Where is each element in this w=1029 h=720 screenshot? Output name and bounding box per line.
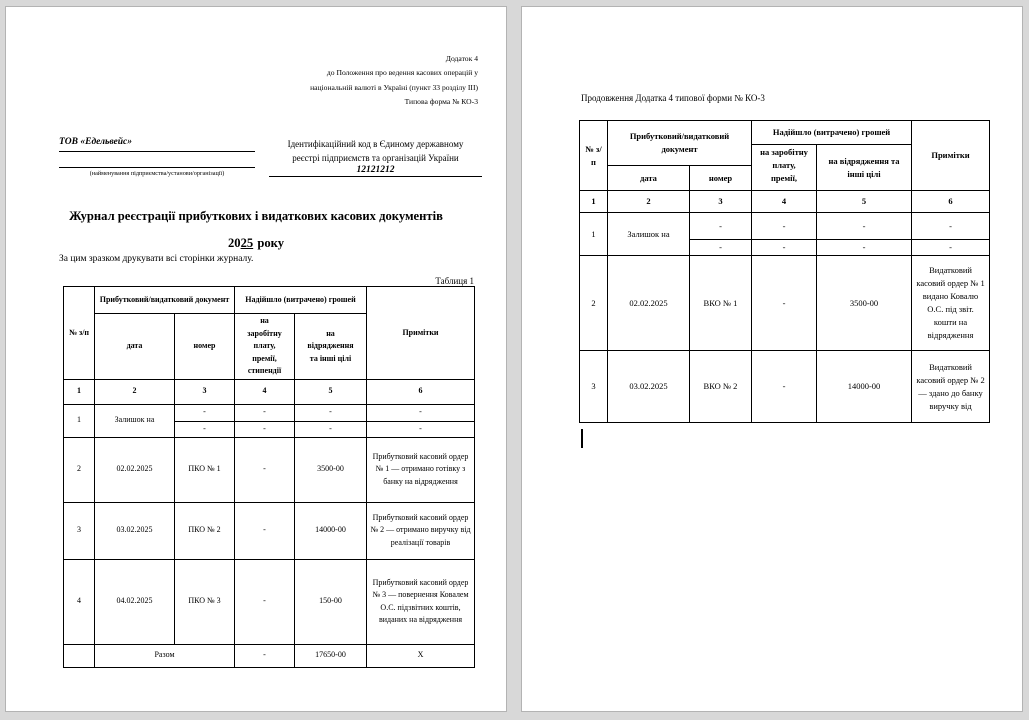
table-cell: Видатковий касовий ордер № 2 — здано до банку виручку від [912,351,990,423]
table-cell: - [295,421,367,437]
col-header-num: № з/п [580,121,608,191]
blank-fill-line [59,152,255,168]
table-cell: - [175,404,235,421]
table-cell: 3 [64,502,95,559]
table-cell: 150-00 [295,559,367,644]
table-cell: Залишок на [608,213,690,256]
table-cell: 2 [580,256,608,351]
table-cell: 3500-00 [295,437,367,502]
table-cell: Х [367,644,475,667]
table-cell: 03.02.2025 [95,502,175,559]
print-instruction-text: За цим зразком друкувати всі сторінки журналу. [59,254,254,264]
id-code-label-line1: Ідентифікаційний код в Єдиному державному [287,139,464,149]
table-cell: - [752,240,817,256]
col-index: 3 [175,379,235,404]
table-cell: - [690,213,752,240]
balance-row [64,404,475,421]
table-cell: Видатковий касовий ордер № 1 видано Ковалю О.С. під звіт. кошти на відрядження [912,256,990,351]
col-index: 3 [690,191,752,213]
total-row [64,644,475,667]
col-index: 4 [235,379,295,404]
col-header-num: № з/п [64,287,95,380]
table-cell: - [367,421,475,437]
col-header-salary: на заробітну плату, премії, [752,145,817,191]
legal-note-line: Додаток 4 [445,54,478,63]
col-header-number: номер [175,314,235,380]
table-cell: ВКО № 2 [690,351,752,423]
table-cell: - [912,213,990,240]
continuation-heading: Продовження Додатка 4 типової форми № КО-3 [581,93,765,103]
total-amount: 17650-00 [295,644,367,667]
cash-journal-table-page1 [63,286,475,668]
table-cell: 14000-00 [817,351,912,423]
cash-journal-table-page2 [579,120,990,423]
table-cell: Прибутковий касовий ордер № 3 — повернення Ковалем О.С. підзвітних коштів, виданих на відрядження [367,559,475,644]
table-cell: 14000-00 [295,502,367,559]
col-header-document: Прибутковий/видатковий документ [95,287,235,314]
table-cell: - [295,404,367,421]
col-header-travel: на відрядження та інші цілі [295,314,367,380]
table-cell: 02.02.2025 [95,437,175,502]
table-cell: - [235,421,295,437]
table-cell: ПКО № 2 [175,502,235,559]
company-name-block [59,137,255,177]
legal-note-line: до Положення про ведення касових операцій у [326,68,478,78]
id-code-label-line2: реєстрі підприємств та організацій України [292,152,459,163]
table-cell: - [752,351,817,423]
col-header-notes: Примітки [912,121,990,191]
table-row [580,351,990,423]
text-cursor [581,429,583,448]
legal-reference-note [178,52,478,110]
year-prefix: 20 [227,236,241,250]
col-header-date: дата [608,166,690,191]
table-cell: 4 [64,559,95,644]
table-cell: - [235,437,295,502]
table-cell: ПКО № 3 [175,559,235,644]
column-index-row [580,191,990,213]
table-cell: 1 [64,404,95,437]
table-cell: Залишок на [95,404,175,437]
col-index: 2 [95,379,175,404]
year-suffix: року [254,236,284,250]
total-label: Разом [95,644,235,667]
legal-note-line: національній валюті в Україні (пункт 33 розділу III) [310,82,478,92]
table-cell: - [752,256,817,351]
col-header-number: номер [690,166,752,191]
table-cell: - [235,502,295,559]
table-row [64,559,475,644]
table-cell: - [817,213,912,240]
table-cell: 1 [580,213,608,256]
table-cell: - [235,644,295,667]
id-code-value: 12121212 [269,165,482,177]
col-header-received: Надійшло (витрачено) грошей [235,287,367,314]
col-header-travel: на відрядження та інші цілі [817,145,912,191]
table-cell: - [235,559,295,644]
col-index: 4 [752,191,817,213]
table-cell: 03.02.2025 [608,351,690,423]
company-name: ТОВ «Едельвейс» [59,137,255,152]
table-cell: - [817,240,912,256]
col-header-salary: на заробітну плату, премії, стипендії [235,314,295,380]
document-page-2[interactable] [521,6,1023,712]
col-header-date: дата [95,314,175,380]
document-title-line2 [6,230,506,257]
table-cell: - [912,240,990,256]
table-caption: Таблиця 1 [435,276,474,286]
table-cell: - [752,213,817,240]
table-cell: ПКО № 1 [175,437,235,502]
table-cell [64,644,95,667]
col-header-notes: Примітки [367,287,475,380]
table-cell: Прибутковий касовий ордер № 1 — отримано готівку з банку на відрядження [367,437,475,502]
col-index: 5 [295,379,367,404]
column-index-row [64,379,475,404]
col-index: 5 [817,191,912,213]
col-index: 2 [608,191,690,213]
col-index: 1 [64,379,95,404]
table-cell: 04.02.2025 [95,559,175,644]
document-title-line1: Журнал реєстрації прибуткових і видаткових касових документів [69,209,443,223]
company-name-caption: (найменування підприємства/установи/організації) [89,170,225,177]
table-cell: - [175,421,235,437]
document-title [6,203,506,257]
table-cell: - [367,404,475,421]
table-cell: Прибутковий касовий ордер № 2 — отримано виручку від реалізації товарів [367,502,475,559]
table-cell: ВКО № 1 [690,256,752,351]
document-page-1[interactable] [5,6,507,712]
year-value: 25 [240,236,254,250]
col-header-document: Прибутковий/видатковий документ [608,121,752,166]
table-cell: 02.02.2025 [608,256,690,351]
col-index: 6 [367,379,475,404]
table-row [64,502,475,559]
table-cell: - [235,404,295,421]
col-index: 1 [580,191,608,213]
id-code-block [269,138,482,177]
col-header-received: Надійшло (витрачено) грошей [752,121,912,145]
col-index: 6 [912,191,990,213]
id-code-label [269,138,482,165]
balance-row [580,213,990,240]
table-cell: - [690,240,752,256]
table-row [580,256,990,351]
table-cell: 3500-00 [817,256,912,351]
table-row [64,437,475,502]
table-cell: 2 [64,437,95,502]
legal-note-line: Типова форма № КО-3 [404,97,478,107]
table-cell: 3 [580,351,608,423]
